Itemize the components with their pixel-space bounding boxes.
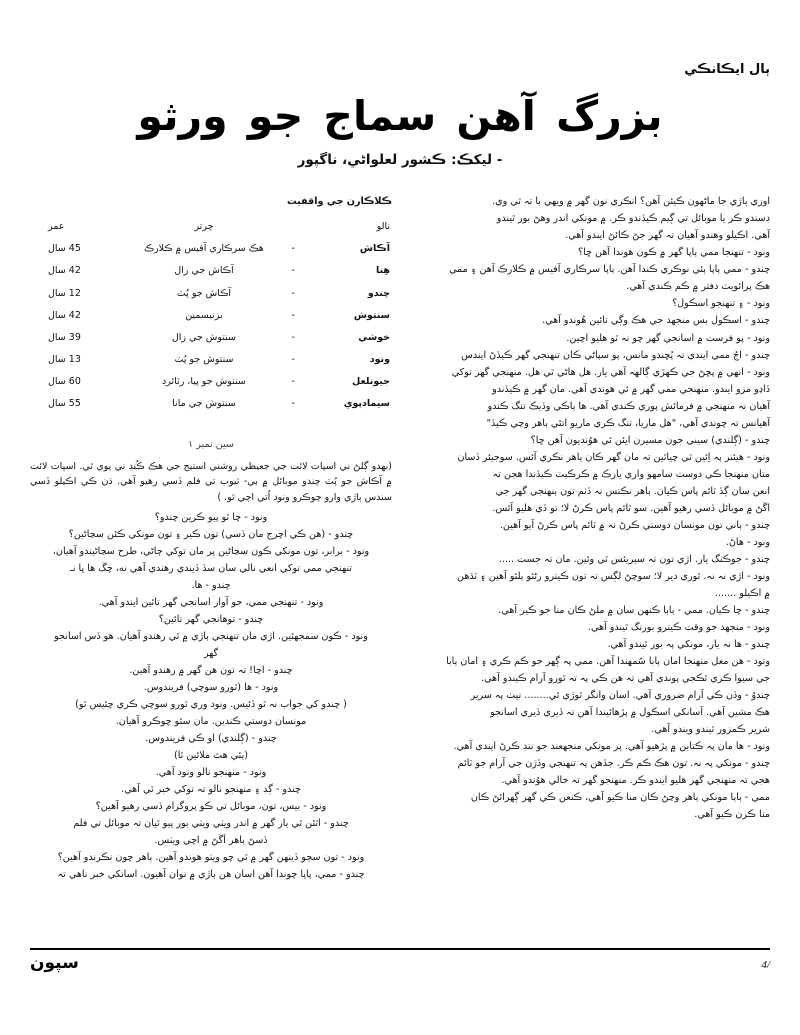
dialogue-separator: -	[743, 247, 754, 259]
dialogue-line	[30, 816, 392, 832]
dialogue-line	[412, 313, 770, 329]
dialogue-separator: -	[343, 545, 353, 557]
dialogue-speaker: ونود	[753, 536, 770, 548]
dialogue-separator: -	[202, 579, 213, 591]
dialogue-speaker: ونود	[753, 451, 770, 463]
dialogue-text: چا ٿو پيو ڪرين چندو؟	[154, 511, 242, 523]
dialogue-separator: -	[240, 767, 250, 779]
dialogue-text: (ڳلندي) سيني جون مسيرن ايئن ئي هوُنديون آهن ڇا؟	[530, 434, 742, 446]
cast-dash: -	[291, 354, 295, 366]
dialogue-text: هجي تہ منهنجي گهر هليو ايندو ڪر. منهنجو گهر تہ خالي هوُندو آهي.	[501, 775, 770, 787]
dialogue-text: اڙي نہ نہ. ٿوري دير لا؛ سوچڻ لڳس تہ تون ڪيترو رڻئو ٻلئو آهين ۽ ٽڌهن	[457, 570, 744, 582]
cast-col-role: چرتر	[194, 221, 214, 233]
dialogue-line	[412, 790, 770, 806]
table-row	[30, 260, 392, 282]
dialogue-separator: -	[743, 536, 754, 548]
dialogue-continuation	[412, 722, 770, 738]
dialogue-separator: -	[252, 682, 262, 694]
dialogue-line	[412, 296, 770, 312]
dialogue-text: پو فرست ۾ اسانجي گهر چو نہ ٿو هليو اچين.	[566, 332, 744, 344]
dialogue-text: ها مان پہ ڪتابن ۾ پڙهيو آهي. پر مونکي منجهعند جو ننڊ ڪرڻ ايندي آهي.	[453, 741, 744, 753]
cast-role: آڪاش جي زال	[174, 265, 234, 277]
dialogue-text: هن معل منهنجا امان ٻابا سُمهندا آهن. ممي پہ ڳهر جو ڪم ڪري ۽ امان ٻابا	[446, 656, 744, 668]
dialogue-separator: -	[741, 349, 752, 361]
cast-role: سنتوش جو پيا، رٽائرڊ	[162, 376, 246, 388]
dialogue-separator: -	[741, 315, 752, 327]
dialogue-text: اسڪول بس منجهد جي هڪ وڳي تائين هُوندو آهي.	[542, 315, 742, 327]
dialogue-separator: -	[743, 298, 754, 310]
dialogue-separator: -	[341, 630, 352, 642]
dialogue-text: ها.	[191, 579, 203, 591]
dialogue-speaker: ونود	[753, 332, 770, 344]
cast-dash: -	[291, 287, 295, 299]
dialogue-speaker: چندو	[751, 758, 770, 770]
dialogue-speaker: ونود	[250, 511, 268, 523]
dialogue-continuation	[412, 279, 770, 295]
dialogue-speaker: ونود	[309, 801, 327, 813]
dialogue-separator: -	[741, 758, 752, 770]
dialogue-line	[30, 731, 392, 747]
dialogue-separator: -	[320, 818, 331, 830]
dialogue-line	[30, 612, 392, 628]
cast-name: سنتوش	[353, 309, 390, 321]
dialogue-speaker: ونود	[753, 366, 770, 378]
cast-age: 55 سال	[48, 398, 81, 410]
dialogue-text: آهيانس تہ چوندي آهي، "هل ماريا، تنگ ڪري ماريو اتئي ٻاهر وڃي ڪيڏ"	[486, 417, 770, 429]
dialogue-text: ها (ٿورو سوچي) فريندوس.	[143, 682, 253, 694]
dialogue-speaker: چندو	[751, 349, 770, 361]
dialogue-text: ڏاڍو مزو ايندو. منهنجي ممي گهر ۾ ئي هوندي آهي. مان گهر ۾ ڪيڏندو	[492, 383, 770, 395]
dialogue-separator: -	[743, 332, 754, 344]
dialogue-separator: -	[272, 784, 283, 796]
dialogue-text: (هن ڪي اچرج مان ڏسي) تون ڪير ۽ تون مونکي ڪئن سڃاڻين؟	[68, 528, 326, 540]
cast-dash: -	[291, 376, 295, 388]
stage-direction: (بهدو ڳلڻ ني اسپات لائت جي جعيظي روشني استيج جي هڪ ڪُنڊ ني پوي ٿي. اسپات لائت ۾ آڪاش جو پُٽ چندو موبائل ۾ بي- ٽيوب تي فلم ڏسي رهيو آهي. ڌن ڪي اڪيلو ڏسي سندس ٻاڙي وارو چوڪرو ونود اُتي اچي ٿو. )	[30, 460, 392, 504]
cast-dash: -	[291, 331, 295, 343]
cast-dash: -	[291, 398, 295, 410]
dialogue-line	[412, 569, 770, 585]
dialogue-continuation	[412, 586, 770, 602]
dialogue-separator: -	[741, 434, 752, 446]
dialogue-text: تنهنجي ممي، جو آواز اسانجي گهر تائين ايندو آهي.	[98, 596, 298, 608]
page-title: بزرگ آهن سماج جو ورثو	[137, 92, 663, 140]
dialogue-line	[30, 867, 392, 883]
dialogue-text: مونکي پہ نہ. تون هڪ ڪم ڪر. جڏهن پہ تنهنجي وڏڙن جي آرام جو ٽائم	[457, 758, 742, 770]
dialogue-separator: -	[264, 665, 275, 677]
dialogue-line	[412, 348, 770, 364]
footer-row	[30, 953, 770, 973]
cast-dash: -	[291, 243, 295, 255]
author-byline: - ليکڪ: ڪشور لعلواڻي، ناگپور	[297, 152, 503, 169]
dialogue-text: انعن سان ڳڏ ٽائم پاس ڪيان. ٻاهر نڪتس نہ ڏٺم تون ٻنهنجي گهر جي	[495, 485, 770, 497]
dialogue-text: تنهنجي ممي توکي انعي نالي سان سڏ ڏيندي رهندي آهي نه، چڱ ها ڀا نـ	[70, 562, 352, 574]
dialogue-line	[30, 680, 392, 696]
dialogue-text: ۽ تنهنجو اسڪول؟	[672, 298, 744, 310]
dialogue-line	[412, 552, 770, 568]
dialogue-line	[412, 688, 770, 704]
dialogue-line	[412, 450, 770, 466]
dialogue-text: شرير ڪمزور ٿيندو ويندو آهي.	[651, 724, 770, 736]
dialogue-speaker: ونود	[753, 741, 770, 753]
dialogue-text: (ڳلندي) او ڪي فريندوس.	[145, 733, 249, 745]
cast-name: ونود	[369, 354, 390, 366]
dialogue-text: برابر، تون مونکي ڪون سڃاڻين پر مان توکي ڄاڻي، طرح سڃاڻيندو آهيان،	[52, 545, 344, 557]
dialogue-speaker: ونود	[753, 656, 770, 668]
cast-age: 12 سال	[48, 287, 81, 299]
dialogue-line	[412, 637, 770, 653]
dialogue-continuation	[412, 382, 770, 398]
dialogue-speaker: ونود	[753, 622, 770, 634]
dialogue-continuation	[30, 833, 392, 849]
dialogue-text: ڏسڻ ٻاهر اَڱڻ ۾ اچي ويٺس.	[154, 835, 268, 847]
dialogue-speaker: چندو	[751, 519, 770, 531]
dialogue-line	[30, 765, 392, 781]
dialogue-speaker: ونود	[261, 682, 279, 694]
dialogue-separator: -	[741, 553, 752, 565]
dialogue-text: ڊسندو ڪر يا موبائل تي ڳيم ڪيڏندو ڪر. ۾ مونکي اندر وهڻ بور ٿيندو	[496, 213, 770, 225]
dialogue-text: آهي. اڪيلو وهندو آهيان تہ گهر جڻ ڪائڻ ايندو آهي.	[565, 230, 770, 242]
dialogue-text: توهانجي گهر تائين؟	[158, 613, 236, 625]
dialogue-speaker: چندو	[244, 613, 264, 625]
table-row	[30, 327, 392, 349]
cast-name: سيمادپوي	[343, 398, 390, 410]
dialogue-line	[412, 331, 770, 347]
dialogue-continuation	[412, 194, 770, 210]
dialogue-text: جوڪنگ يار. اڙي تون تہ سيريئس ٿي وئين. مان تہ جست .....	[498, 553, 742, 565]
dialogue-text: هاڻ.	[725, 536, 744, 548]
dialogue-text: (ٻئي هٿ ملائين ٿا)	[173, 750, 248, 762]
dialogue-line	[30, 782, 392, 798]
footer-page-number: 4/	[761, 959, 770, 971]
scene-heading: سين نمبر ١	[188, 439, 234, 451]
dialogue-separator: -	[248, 733, 259, 745]
dialogue-speaker: چندوُ	[751, 690, 770, 702]
table-row	[30, 304, 392, 326]
dialogue-continuation	[30, 646, 392, 662]
table-row	[30, 282, 392, 304]
dialogue-separator: -	[325, 528, 335, 540]
dialogue-text: مونسان دوستي ڪندين. مان سئو چوڪرو آهيان.	[115, 716, 307, 728]
dialogue-separator: -	[741, 264, 752, 276]
dialogue-text: هيئنر پہ اِئين ٿي چياٿين تہ مان گهر ڪان ٻاهر نڪري آئس. سوجيئر ڏسان	[457, 451, 744, 463]
cast-role: سنتوش جي مانا	[172, 398, 236, 410]
dialogue-list-left	[412, 194, 770, 823]
dialogue-line	[30, 595, 392, 611]
dialogue-speaker: ونود	[753, 298, 770, 310]
dialogue-continuation	[30, 561, 392, 577]
dialogue-separator: -	[743, 570, 754, 582]
dialogue-speaker: ونود	[351, 630, 368, 642]
footer-brand: سپون	[30, 953, 79, 973]
dialogue-speaker: چندو	[346, 869, 365, 881]
dialogue-text: ٻاني تون مونسان دوستي ڪرڻ نہ ۾ ٽائم پاس ڪرڻ آيو آهين.	[499, 519, 742, 531]
dialogue-line	[412, 365, 770, 381]
dialogue-text: ( چندو کي جواب نہ ٿو ڏئيس. ونود وري ٿورو سوچي ڪري چئيس ٿو)	[75, 699, 347, 711]
dialogue-separator: -	[741, 792, 752, 804]
cast-dash: -	[291, 309, 295, 321]
dialogue-speaker: چندو	[751, 315, 770, 327]
dialogue-text: ها نہ يار، مونکي پہ بور ٿيندو آهي.	[607, 639, 742, 651]
dialogue-separator: -	[336, 869, 346, 881]
dialogue-speaker: چندو	[334, 528, 354, 540]
dialogue-separator: -	[741, 519, 752, 531]
dialogue-text: منا ڪرن ڪيو آهي.	[694, 809, 770, 821]
dialogue-text: منجهد جو وقت ڪيترو بورنگ ٿيندو آهي.	[587, 622, 744, 634]
cast-age: 45 سال	[48, 243, 81, 255]
dialogue-text: اڄُ ممي ايندي تہ پُڇندو مانس، پو سپاڻي ڪان تنهنجي گهر ڪيڏڻ ايندس	[461, 349, 742, 361]
dialogue-separator: -	[743, 622, 754, 634]
dialogue-text: اچا! تہ تون هن گهر ۾ رهندو آهين.	[129, 665, 265, 677]
dialogue-continuation	[412, 773, 770, 789]
dialogue-text: هڪ مشين آهي. آسانکي اسڪول ۾ پڙهائيندا آهن تہ ڏيري ڏيري اسانجو	[490, 707, 770, 719]
dialogue-line	[412, 262, 770, 278]
dialogue-line	[412, 245, 770, 261]
column-right	[30, 194, 392, 884]
dialogue-continuation	[30, 714, 392, 730]
dialogue-line	[412, 756, 770, 772]
dialogue-text: جي سيوا ڪري ٿڪجي پوندي آهي تہ هن ڪي پہ تہ ٿورو آرام ڪيندو آهي.	[481, 673, 770, 685]
cast-role: سنتوش جو پُٽ	[174, 354, 234, 366]
dialogue-speaker: چندو	[751, 434, 770, 446]
cast-role: بزنيسمين	[185, 309, 223, 321]
dialogue-continuation	[412, 705, 770, 721]
dialogue-speaker: ونود	[753, 570, 770, 582]
dialogue-text: تنهنجا ممي ٻاپا گهر ۾ ڪون هوندا آهن ڇا؟	[578, 247, 744, 259]
dialogue-text: گهر	[203, 647, 219, 659]
dialogue-line	[30, 850, 392, 866]
dialogue-speaker: چندو	[282, 784, 301, 796]
cast-col-spacer	[289, 216, 296, 238]
masthead	[30, 0, 770, 168]
dialogue-speaker: چندو	[751, 264, 770, 276]
dialogue-speaker: ونود	[753, 247, 770, 259]
dialogue-line	[30, 663, 392, 679]
kicker-row	[30, 62, 770, 77]
dialogue-text: وڏن ڪي آرام ضروري آهي. اسان وانگر ٿوڙي ئي........ نيٺ پہ سرير	[470, 690, 742, 702]
cast-dash: -	[291, 265, 295, 277]
dialogue-separator: -	[741, 639, 752, 651]
dialogue-continuation	[412, 484, 770, 500]
dialogue-text: ممي ٻاپا ٻئي نوڪري ڪندا آهن. ٻاپا سرڪاري آفيس ۾ ڪلارڪ آهن ۽ ممي	[449, 264, 742, 276]
kicker-label: ٻال ايڪانڪي	[684, 62, 770, 77]
cast-header-row	[30, 216, 392, 238]
dialogue-line	[412, 518, 770, 534]
article-columns	[30, 194, 770, 884]
dialogue-line	[30, 578, 392, 594]
dialogue-text: ڪون سمجهئين. اڙي مان تنهنجي ٻاڙي ۾ ٿي رهندو آهيان. هو ڏس اسانجو	[54, 630, 342, 642]
column-left	[412, 194, 770, 824]
cast-age: 42 سال	[48, 309, 81, 321]
dialogue-continuation	[412, 416, 770, 432]
dialogue-separator: -	[741, 690, 752, 702]
dialogue-line	[412, 620, 770, 636]
cast-heading: ڪلاڪارن جي واقفيت	[286, 196, 392, 208]
dialogue-text: انهي ۾ پڇڻ جي ڪهڙي ڳالهہ آهي يار. هل هاڻي ٿي هل. منهنجي گهر توکي	[451, 366, 744, 378]
dialogue-continuation	[412, 228, 770, 244]
dialogue-text: ڳڊ ۽ منهنجو نالو تہ توکي خبر ٿي آهي.	[121, 784, 273, 796]
dialogue-speaker: ونود	[306, 596, 324, 608]
dialogue-continuation	[412, 399, 770, 415]
dialogue-line	[30, 510, 392, 526]
dialogue-line	[412, 535, 770, 551]
dialogue-text: ۾ اڪيلو .......	[714, 587, 770, 599]
dialogue-speaker: ونود	[249, 767, 267, 779]
table-row	[30, 393, 392, 415]
dialogue-continuation	[412, 467, 770, 483]
dialogue-speaker: ونود	[347, 852, 365, 864]
dialogue-speaker: چندو	[212, 579, 231, 591]
dialogue-line	[30, 527, 392, 543]
dialogue-text: اوزي ٻاڙي جا ماڻهون ڪيئن آهن؟ انڪري نون گهر ۾ ويهي با تہ ٿي وي.	[492, 196, 770, 208]
dialogue-speaker: چندو	[274, 665, 293, 677]
dialogue-text: ٻاٻا مونکي ٻاهر وڃڻ ڪان منا ڪيو آهي، ڪنعن ڪي گهر ڳهرائڻ ڪان	[470, 792, 742, 804]
cast-table-body	[30, 238, 392, 415]
dialogue-speaker: چندو	[258, 733, 277, 745]
dialogue-speaker: چندو	[751, 605, 770, 616]
dialogue-speaker: چندو	[751, 639, 770, 651]
dialogue-text: چا ڪيان. ممي - ٻاٻا ڪنهن سان ۾ ملڻ ڪان منا جو ڪير آهي.	[498, 605, 742, 616]
dialogue-separator: -	[743, 366, 754, 378]
dialogue-separator: -	[300, 801, 310, 813]
dialogue-line	[412, 739, 770, 755]
dialogue-text: منهنجو نالو ونود آهي.	[155, 767, 241, 779]
cast-col-age: عمر	[48, 221, 65, 233]
dialogue-line	[30, 629, 392, 645]
dialogue-text: اٿئن ٿي يار گهر ۾ اندر ويٺي ويٺي بور پيو ٿيان تہ موبائل تي فلم	[73, 818, 321, 830]
dialogue-line	[30, 799, 392, 815]
cast-role: سنتوش جي زال	[171, 331, 237, 343]
cast-role: آڪاش جو پُٽ	[176, 287, 232, 299]
dialogue-separator: -	[743, 656, 754, 668]
cast-age: 13 سال	[48, 354, 81, 366]
dialogue-line	[412, 433, 770, 449]
dialogue-continuation	[30, 697, 392, 713]
dialogue-speaker: ممي	[751, 792, 770, 804]
dialogue-continuation	[412, 671, 770, 687]
dialogue-separator: -	[743, 451, 754, 463]
dialogue-speaker: چندو	[751, 553, 770, 565]
dialogue-line	[30, 544, 392, 560]
cast-name: هِنا	[375, 265, 390, 277]
cast-age: 60 سال	[48, 376, 81, 388]
dialogue-text: متان منهنجا ڪي دوست سامهو واري يارڪ ۾ ڪرڪيٽ ڪيڏندا هجن تہ	[492, 468, 770, 480]
dialogue-separator: -	[743, 741, 754, 753]
cast-table-head	[30, 216, 392, 238]
page-footer	[30, 948, 770, 973]
cast-name: چندو	[367, 287, 390, 299]
dialogue-separator: -	[297, 596, 307, 608]
dialogue-line	[412, 654, 770, 670]
dialogue-line	[412, 603, 770, 619]
cast-role: هڪ سرڪاري آفيس ۾ ڪلارڪ	[144, 243, 264, 255]
dialogue-continuation	[412, 807, 770, 823]
dialogue-separator: -	[741, 605, 752, 616]
dialogue-text: اڱڻ ۾ موبائل ڏسي رهيو آهين. سو ٿائم پاس ڪرڻ لا؛ تو ڏي هليو آئس.	[492, 502, 770, 514]
cast-name: جيونلعل	[352, 376, 390, 388]
dialogue-text: هڪ پرائويٽ دفتر ۾ ڪم ڪندي آهي.	[626, 281, 770, 293]
dialogue-text: بيس، تون، موبائل تي ڪو پروگرام ڏسي رهيو آهين؟	[95, 801, 301, 813]
footer-divider	[30, 948, 770, 950]
dialogue-separator: -	[241, 511, 251, 523]
dialogue-separator: -	[338, 852, 348, 864]
dialogue-text: تون سڄو ڏينهن گهر ۾ ٿي چو ويٺو هوندو آهين. ٻاهر چون نڪرندو آهين؟	[57, 852, 339, 864]
cast-age: 39 سال	[48, 331, 81, 343]
cast-age: 42 سال	[48, 265, 81, 277]
table-row	[30, 238, 392, 260]
dialogue-separator: -	[235, 613, 245, 625]
dialogue-continuation	[30, 748, 392, 764]
cast-table	[30, 216, 392, 415]
dialogue-continuation	[412, 501, 770, 517]
table-row	[30, 349, 392, 371]
table-row	[30, 371, 392, 393]
dialogue-text: ممي، پاپا چوندا آهن اسان هن ٻاڙي ۾ نوان آهيون. اسانکي خبر ناهي تہ	[57, 869, 337, 881]
dialogue-list-right	[30, 510, 392, 883]
cast-col-name: نالو	[376, 221, 390, 233]
dialogue-speaker: چندو	[330, 818, 349, 830]
dialogue-continuation	[412, 211, 770, 227]
cast-name: آڪاش	[359, 243, 390, 255]
cast-name: خوشي	[358, 331, 390, 343]
dialogue-text: آهيان نہ منهنجي ۾ فرمائش پوري ڪندي آهي. ها ٻاڪي وڏيڪ تنگ ڪندو	[487, 400, 770, 412]
dialogue-speaker: ونود	[352, 545, 370, 557]
